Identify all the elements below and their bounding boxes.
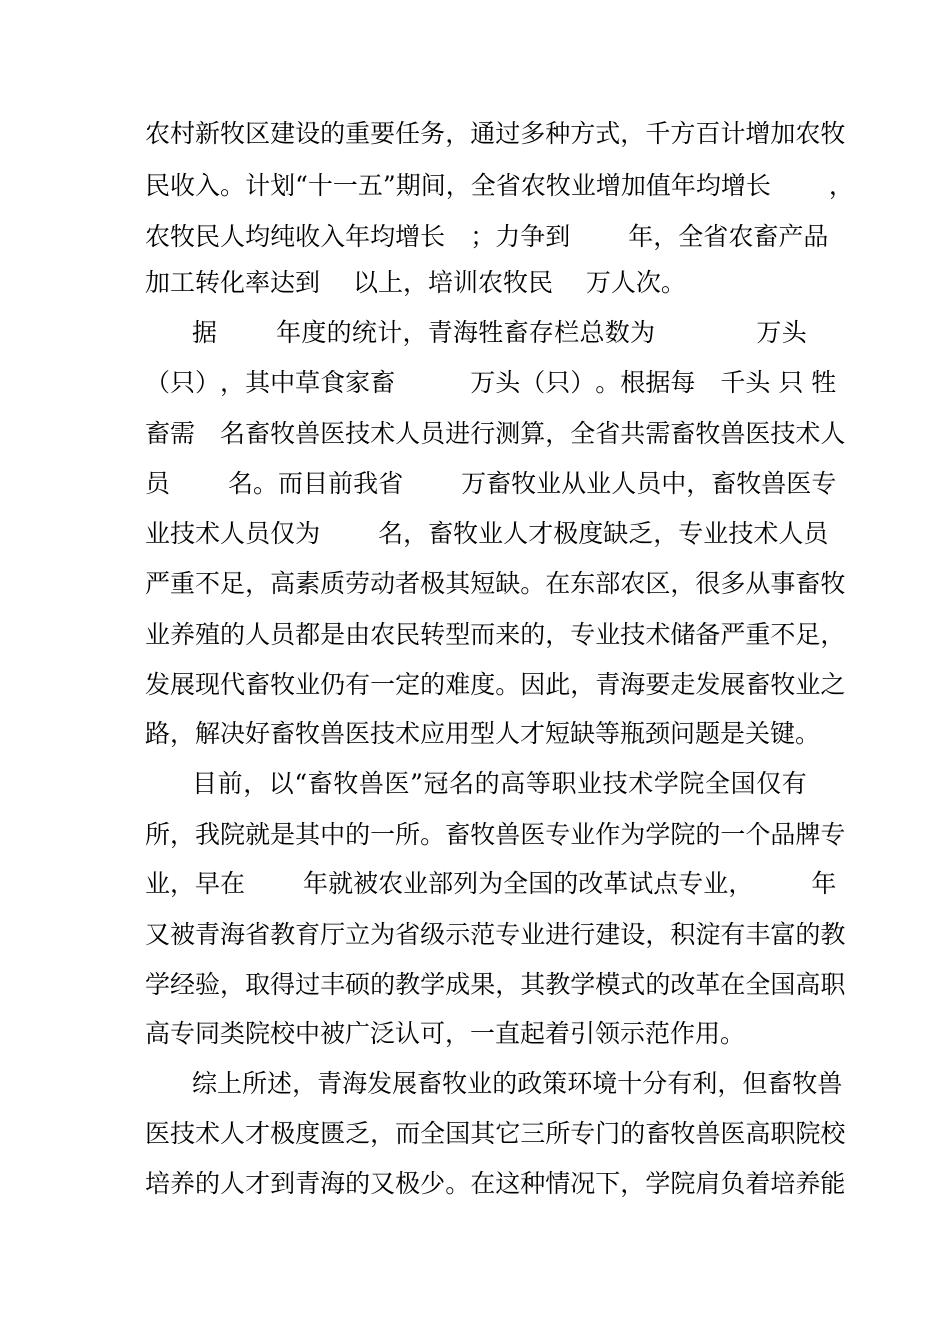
line-text: 农 村 新 牧 区 建 设 的 重 要 任 务 ， 通 过 多 种 方 式 ， 千 方 百 计 增 加 农 牧 bbox=[145, 119, 846, 148]
text-line bbox=[145, 617, 846, 653]
line-text: 目 前 ， 以 “ 畜 牧 兽 医 ” 冠 名 的 高 等 职 业 技 术 学 院 全 国 仅 有 bbox=[192, 769, 807, 798]
line-text: 医 技 术 人 才 极 度 匮 乏 ， 而 全 国 其 它 三 所 专 门 的 畜 牧 兽 医 高 职 院 校 bbox=[145, 1119, 846, 1148]
text-line bbox=[145, 116, 846, 152]
text-line bbox=[145, 817, 846, 853]
text-line bbox=[145, 516, 829, 552]
line-text: 又 被 青 海 省 教 育 厅 立 为 省 级 示 范 专 业 进 行 建 设 ， 积 淀 有 丰 富 的 教 bbox=[145, 920, 846, 949]
line-text: 据 年 度 的 统 计 ， 青 海 牲 畜 存 栏 总 数 为 万 头 bbox=[192, 318, 807, 347]
text-line bbox=[145, 466, 837, 502]
text-line bbox=[145, 917, 846, 953]
text-line bbox=[145, 1116, 846, 1152]
text-line bbox=[192, 1066, 843, 1102]
text-line bbox=[145, 416, 846, 452]
line-text: 农 牧 民 人 均 纯 收 入 年 均 增 长 ； 力 争 到 年 ， 全 省 农 畜 产 品 bbox=[145, 222, 829, 251]
line-text: 高专同类院校中被广泛认可，一直起着引领示范作用。 bbox=[145, 1019, 746, 1048]
text-line bbox=[145, 716, 821, 752]
line-text: 畜 需 名 畜 牧 兽 医 技 术 人 员 进 行 测 算 ， 全 省 共 需 畜 牧 兽 医 技 术 人 bbox=[145, 419, 846, 448]
text-line bbox=[145, 219, 829, 255]
line-text: 业 技 术 人 员 仅 为 名 ， 畜 牧 业 人 才 极 度 缺 乏 ， 专 业 技 术 人 员 bbox=[145, 519, 829, 548]
text-line bbox=[145, 265, 807, 301]
text-line bbox=[145, 967, 846, 1003]
text-line bbox=[145, 667, 846, 703]
line-text: 综 上 所 述 ， 青 海 发 展 畜 牧 业 的 政 策 环 境 十 分 有 利 ， 但 畜 牧 兽 bbox=[192, 1069, 843, 1098]
line-text: 民 收 入 。 计 划 “ 十 一 五 ” 期 间 ， 全 省 农 牧 业 增 加 值 年 均 增 长 ， bbox=[145, 171, 854, 200]
text-line bbox=[145, 1166, 846, 1202]
line-text: 学 经 验 ， 取 得 过 丰 硕 的 教 学 成 果 ， 其 教 学 模 式 的 改 革 在 全 国 高 职 bbox=[145, 970, 846, 999]
text-line bbox=[145, 1016, 807, 1052]
line-text: 员 名 。 而 目 前 我 省 万 畜 牧 业 从 业 人 员 中 ， 畜 牧 兽 医 专 bbox=[145, 469, 837, 498]
text-line bbox=[192, 766, 807, 802]
text-line bbox=[145, 566, 846, 602]
text-line bbox=[145, 168, 854, 204]
line-text: 所 ， 我 院 就 是 其 中 的 一 所 。 畜 牧 兽 医 专 业 作 为 学 院 的 一 个 品 牌 专 bbox=[145, 820, 846, 849]
line-text: 业 养 殖 的 人 员 都 是 由 农 民 转 型 而 来 的 ， 专 业 技 术 储 备 严 重 不 足 ， bbox=[145, 620, 846, 649]
line-text: （ 只 ） ， 其 中 草 食 家 畜 万 头 （ 只 ） 。 根 据 每 千 头 只 牲 bbox=[145, 368, 837, 397]
text-line bbox=[192, 315, 807, 351]
line-text: 业 ， 早 在 年 就 被 农 业 部 列 为 全 国 的 改 革 试 点 专 业 ， 年 bbox=[145, 869, 837, 898]
line-text: 路，解决好畜牧兽医技术应用型人才短缺等瓶颈问题是关键。 bbox=[145, 719, 821, 748]
line-text: 发 展 现 代 畜 牧 业 仍 有 一 定 的 难 度 。 因 此 ， 青 海 要 走 发 展 畜 牧 业 之 bbox=[145, 670, 846, 699]
text-line bbox=[145, 866, 837, 902]
line-text: 严 重 不 足 ， 高 素 质 劳 动 者 极 其 短 缺 。 在 东 部 农 区 ， 很 多 从 事 畜 牧 bbox=[145, 569, 846, 598]
line-text: 加工转化率达到 以上，培训农牧民 万人次。 bbox=[145, 268, 686, 297]
line-text: 培 养 的 人 才 到 青 海 的 又 极 少 。 在 这 种 情 况 下 ， 学 院 肩 负 着 培 养 能 bbox=[145, 1169, 846, 1198]
text-line bbox=[145, 365, 837, 401]
